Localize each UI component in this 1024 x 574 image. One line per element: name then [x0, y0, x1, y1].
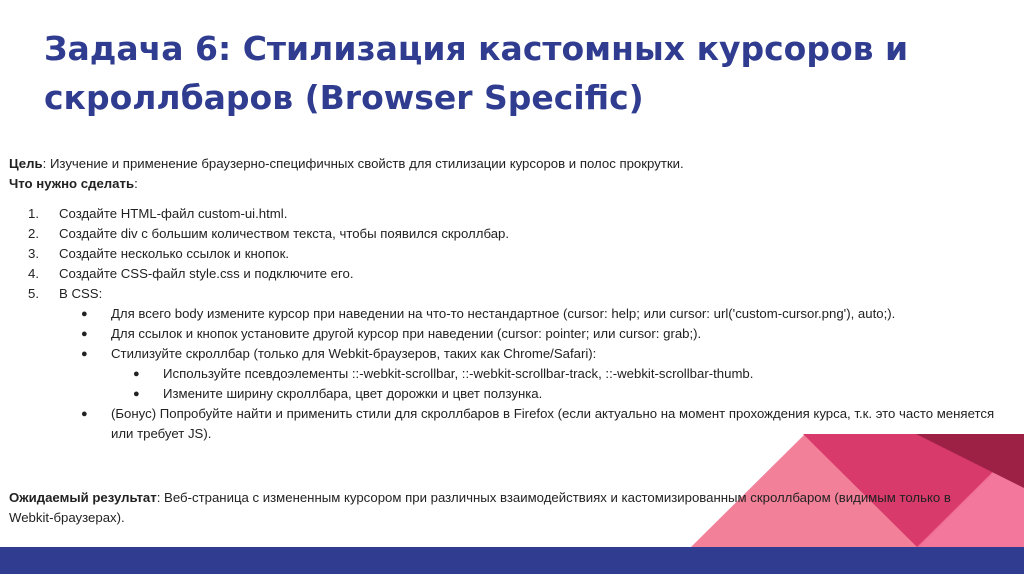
list-item: [111, 364, 999, 384]
bullet-icon: ●: [81, 328, 88, 340]
step-text: Создайте div с большим количеством текста, чтобы появился скроллбар.: [59, 226, 510, 241]
list-item: [59, 324, 999, 344]
bullet-text: Используйте псевдоэлементы ::-webkit-scrollbar, ::-webkit-scrollbar-track, ::-webkit-scrollbar-thumb.: [163, 366, 754, 381]
bullet-text: Стилизуйте скроллбар (только для Webkit-браузеров, таких как Chrome/Safari):: [111, 346, 597, 361]
bullet-icon: ●: [81, 408, 88, 420]
todo-heading: [9, 174, 999, 194]
list-item: [59, 344, 999, 404]
goal-text: : Изучение и применение браузерно-специфичных свойств для стилизации курсоров и полос прокрутки.: [42, 156, 684, 171]
list-item: [9, 204, 999, 224]
bullet-icon: ●: [81, 308, 88, 320]
list-item: [9, 264, 999, 284]
goal-paragraph: [9, 154, 999, 174]
slide-content: [9, 154, 999, 444]
result-text: : Веб-страница с измененным курсором при различных взаимодействиях и кастомизированным скроллбаром (видимым только в Webkit-браузерах).: [9, 490, 951, 525]
bullet-icon: ●: [133, 368, 140, 380]
steps-list: [9, 204, 999, 444]
bullet-text: Для всего body измените курсор при наведении на что-то нестандартное (cursor: help; или cursor: url('custom-cursor.png'), auto;).: [111, 306, 896, 321]
scrollbar-sublist: [111, 364, 999, 404]
step-number: 2.: [28, 226, 39, 241]
step-text: Создайте несколько ссылок и кнопок.: [59, 246, 290, 261]
step-text: Создайте CSS-файл style.css и подключите его.: [59, 266, 354, 281]
list-item: [9, 224, 999, 244]
step-text: Создайте HTML-файл custom-ui.html.: [59, 206, 288, 221]
list-item: [111, 384, 999, 404]
slide-title: Задача 6: Стилизация кастомных курсоров и скроллбаров (Browser Specific): [44, 29, 909, 117]
step-number: 5.: [28, 286, 39, 301]
goal-label: Цель: [9, 156, 43, 171]
todo-label: Что нужно сделать: [9, 176, 135, 191]
list-item: [9, 284, 999, 444]
bullet-icon: ●: [81, 348, 88, 360]
result-block: [9, 468, 999, 528]
todo-colon: :: [134, 176, 138, 191]
bullet-text: (Бонус) Попробуйте найти и применить стили для скроллбаров в Firefox (если актуально на момент прохождения курса, т.к. это часто меняется или требует JS).: [111, 406, 995, 441]
list-item: [59, 304, 999, 324]
bottom-bar: [0, 547, 1024, 574]
result-label: Ожидаемый результат: [9, 490, 157, 505]
step-text: В CSS:: [59, 286, 103, 301]
step-number: 4.: [28, 266, 39, 281]
list-item: [9, 244, 999, 264]
result-paragraph: [9, 488, 994, 528]
step-number: 1.: [28, 206, 39, 221]
bullet-icon: ●: [133, 388, 140, 400]
css-sublist: [59, 304, 999, 444]
step-number: 3.: [28, 246, 39, 261]
bullet-text: Измените ширину скроллбара, цвет дорожки и цвет ползунка.: [163, 386, 543, 401]
bullet-text: Для ссылок и кнопок установите другой курсор при наведении (cursor: pointer; или cursor: grab;).: [111, 326, 702, 341]
